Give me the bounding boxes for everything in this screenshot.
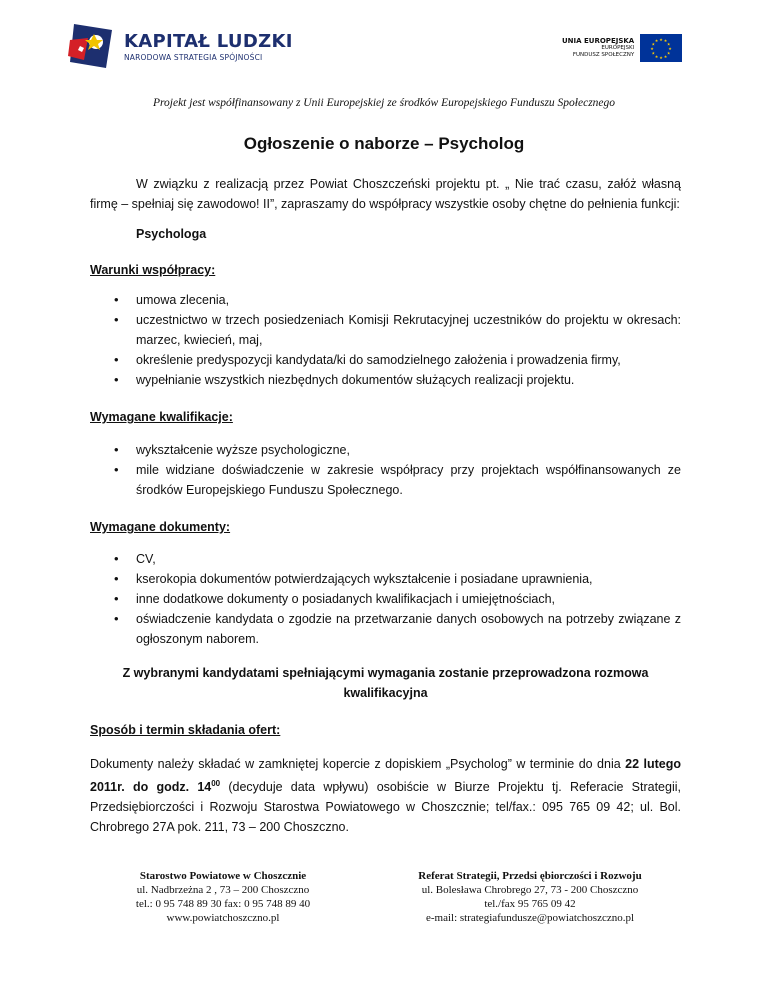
svg-text:★: ★	[659, 55, 664, 60]
svg-text:★: ★	[659, 37, 664, 42]
kapital-ludzki-emblem-icon	[66, 20, 118, 72]
footer-left-name: Starostwo Powiatowe w Choszcznie	[139, 870, 307, 882]
kapital-ludzki-subtitle: NARODOWA STRATEGIA SPÓJNOŚCI	[124, 52, 263, 62]
qualifications-heading: Wymagane kwalifikacje:	[90, 410, 233, 424]
offer-heading: Sposób i termin składania ofert:	[90, 723, 281, 737]
documents-list	[90, 549, 681, 649]
list-item: • określenie predyspozycji kandydata/ki do samodzielnego założenia i prowadzenia firmy,	[136, 350, 681, 370]
intro-paragraph: W związku z realizacją przez Powiat Choszczeński projektu pt. „ Nie trać czasu, załóż własną firmę – spełniaj się zawodowo! II”, zapraszamy do współpracy wszystkie osoby chętne do pełnienia funkcji:	[90, 177, 681, 211]
qualifications-list	[90, 440, 681, 500]
footer-starostwo	[118, 869, 328, 925]
svg-text:★: ★	[667, 50, 671, 56]
footer-right-email: e-mail: strategiafundusze@powiatchoszczno.pl	[425, 912, 635, 924]
footer-right-address: ul. Bolesława Chrobrego 27, 73 - 200 Choszczno	[421, 884, 639, 896]
offer-paragraph	[90, 754, 681, 837]
offer-deadline-minutes: 00	[211, 779, 221, 788]
svg-text:★: ★	[668, 46, 673, 51]
project-cofinancing-line: Projekt jest współfinansowany z Unii Europejskiej ze środków Europejskiego Funduszu Społecznego	[152, 97, 616, 109]
documents-heading: Wymagane dokumenty:	[90, 520, 231, 534]
list-item: • umowa zlecenia,	[136, 290, 681, 310]
announcement-body	[90, 174, 681, 837]
list-item: • oświadczenie kandydata o zgodzie na przetwarzanie danych osobowych na potrzeby związane z ogłoszonym naborem.	[136, 609, 681, 649]
svg-text:★: ★	[651, 50, 656, 56]
position-name: Psychologa	[136, 227, 207, 241]
list-item: • CV,	[136, 549, 681, 569]
footer-left-address: ul. Nadbrzeżna 2 , 73 – 200 Choszczno	[136, 884, 310, 896]
footer-left-phone: tel.: 0 95 748 89 30 fax: 0 95 748 89 40	[135, 898, 311, 910]
list-item: • inne dodatkowe dokumenty o posiadanych kwalifikacjach i umiejętnościach,	[136, 589, 681, 609]
eu-logo	[562, 34, 682, 62]
eu-logo-line1: UNIA EUROPEJSKA	[562, 37, 635, 45]
kapital-ludzki-title: KAPITAŁ LUDZKI	[124, 30, 293, 52]
kapital-ludzki-logo	[66, 20, 293, 72]
svg-text:★: ★	[651, 41, 656, 47]
list-item: • uczestnictwo w trzech posiedzeniach Komisji Rekrutacyjnej uczestników do projektu w okresach: marzec, kwiecień, maj,	[136, 310, 681, 350]
svg-text:★: ★	[650, 46, 655, 51]
list-item: • mile widziane doświadczenie w zakresie współpracy przy projektach współfinansowanych ze środków Europejskiego Funduszu Społecznego.	[136, 460, 681, 500]
page-title: Ogłoszenie o naborze – Psycholog	[243, 134, 525, 153]
interview-notice: Z wybranymi kandydatami spełniającymi wymagania zostanie przeprowadzona rozmowa kwalifikacyjna	[122, 666, 649, 700]
list-item: • wypełnianie wszystkich niezbędnych dokumentów służących realizacji projektu.	[136, 370, 681, 390]
footer-left-web: www.powiatchoszczno.pl	[166, 912, 280, 924]
conditions-list	[90, 290, 681, 390]
conditions-heading: Warunki współpracy:	[90, 263, 216, 277]
footer-right-name: Referat Strategii, Przedsi ębiorczości i Rozwoju	[418, 870, 642, 882]
eu-flag-icon	[640, 34, 682, 62]
svg-text:★: ★	[663, 38, 668, 44]
svg-text:★: ★	[654, 53, 659, 59]
eu-logo-line2: EUROPEJSKI	[601, 45, 635, 51]
offer-text-after: (decyduje data wpływu) osobiście w Biurze Projektu tj. Referacie Strategii, Przedsiębiorczości i Rozwoju Starostwa Powiatowego w Choszcznie; tel/fax.: 095 765 09 42; ul. Bol. Chrobrego 27A pok. 211, 73 – 200 Choszczno.	[90, 780, 681, 835]
svg-text:★: ★	[654, 38, 659, 44]
svg-text:★: ★	[667, 41, 671, 47]
list-item: • kserokopia dokumentów potwierdzających wykształcenie i posiadane uprawnienia,	[136, 569, 681, 589]
list-item: • wykształcenie wyższe psychologiczne,	[136, 440, 681, 460]
eu-logo-line3: FUNDUSZ SPOŁECZNY	[572, 52, 635, 58]
footer-referat	[405, 869, 655, 925]
svg-text:★: ★	[663, 53, 668, 59]
offer-deadline: 22 lutego 2011r. do godz. 14	[90, 757, 682, 795]
offer-text-before: Dokumenty należy składać w zamkniętej kopercie z dopiskiem „Psycholog” w terminie do dnia	[90, 757, 626, 771]
footer-right-phone: tel./fax 95 765 09 42	[484, 898, 576, 910]
